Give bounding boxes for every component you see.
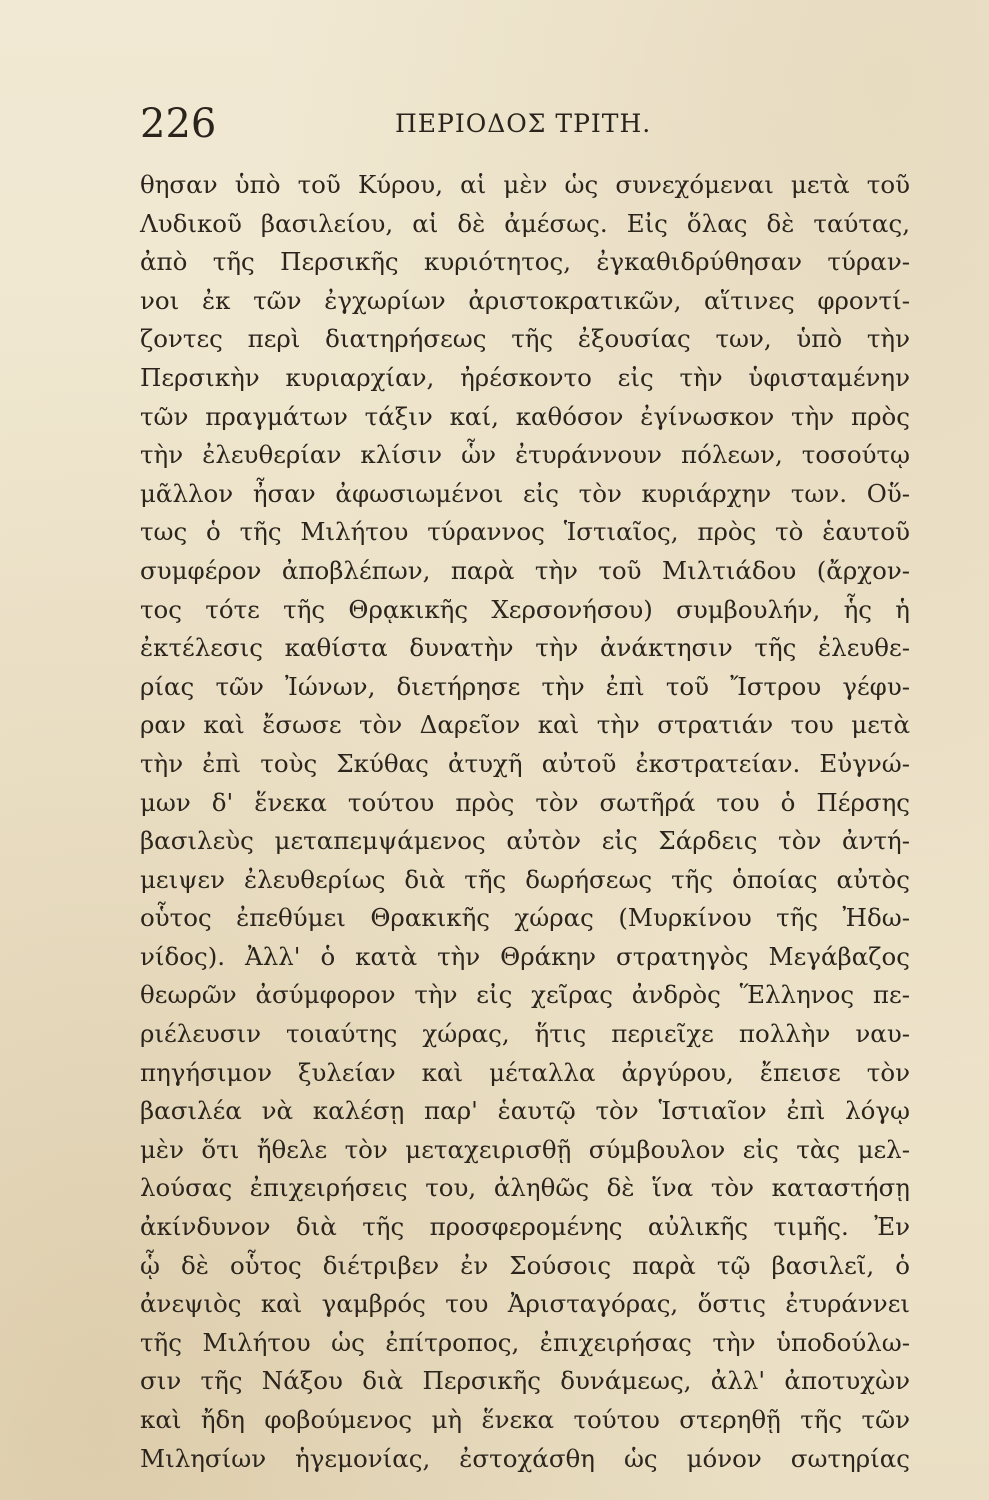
text-line: θησαν ὑπὸ τοῦ Κύρου, αἱ μὲν ὡς συνεχόμεναι μετὰ τοῦ (140, 170, 910, 199)
text-line: πηγήσιμον ξυλείαν καὶ μέταλλα ἀργύρου, ἔπεισε τὸν (140, 1057, 910, 1087)
text-line: μὲν ὅτι ἤθελε τὸν μεταχειρισθῇ σύμβουλον εἰς τὰς μελ- (140, 1134, 910, 1164)
text-line: ρίας τῶν Ἰώνων, διετήρησε τὴν ἐπὶ τοῦ Ἴστρου γέφυ- (140, 671, 910, 701)
text-line: θεωρῶν ἀσύμφορον τὴν εἰς χεῖρας ἀνδρὸς Ἕλληνος πε- (140, 980, 910, 1010)
text-line: ραν καὶ ἔσωσε τὸν Δαρεῖον καὶ τὴν στρατιάν του μετὰ (140, 710, 910, 740)
text-line: τος τότε τῆς Θρᾳκικῆς Χερσονήσου) συμβουλήν, ἧς ἡ (140, 594, 910, 624)
page-number: 226 (140, 101, 217, 147)
running-head: ΠΕΡΙΟΔΟΣ ΤΡΙΤΗ. (395, 109, 652, 138)
text-line: βασιλεὺς μεταπεμψάμενος αὐτὸν εἰς Σάρδεις τὸν ἀντή- (140, 826, 910, 856)
text-line: τῆς Μιλήτου ὡς ἐπίτροπος, ἐπιχειρήσας τὴν ὑποδούλω- (140, 1327, 910, 1357)
text-line: οὗτος ἐπεθύμει Θρακικῆς χώρας (Μυρκίνου τῆς Ἠδω- (140, 903, 910, 933)
text-line: μων δ' ἕνεκα τούτου πρὸς τὸν σωτῆρά του ὁ Πέρσης (140, 787, 910, 817)
text-line: Περσικὴν κυριαρχίαν, ἠρέσκοντο εἰς τὴν ὑφισταμένην (140, 362, 910, 392)
text-line: τῶν πραγμάτων τάξιν καί, καθόσον ἐγίνωσκον τὴν πρὸς (140, 401, 910, 431)
text-line: ριέλευσιν τοιαύτης χώρας, ἥτις περιεῖχε πολλὴν ναυ- (140, 1019, 910, 1049)
text-line: ἀνεψιὸς καὶ γαμβρός του Ἀρισταγόρας, ὅστις ἐτυράννει (140, 1289, 910, 1319)
text-line: μᾶλλον ἦσαν ἀφωσιωμένοι εἰς τὸν κυριάρχην των. Οὕ- (140, 478, 910, 508)
text-line: ᾧ δὲ οὗτος διέτριβεν ἐν Σούσοις παρὰ τῷ βασιλεῖ, ὁ (140, 1250, 910, 1280)
text-line: ζοντες περὶ διατηρήσεως τῆς ἐξουσίας των, ὑπὸ τὴν (140, 324, 910, 354)
text-line: νοι ἐκ τῶν ἐγχωρίων ἀριστοκρατικῶν, αἵτινες φροντί- (140, 285, 910, 315)
body-text (140, 166, 910, 1478)
page-header (140, 96, 910, 152)
text-line: συμφέρον ἀποβλέπων, παρὰ τὴν τοῦ Μιλτιάδου (ἄρχον- (140, 555, 910, 585)
text-line: βασιλέα νὰ καλέσῃ παρ' ἑαυτῷ τὸν Ἱστιαῖον ἐπὶ λόγῳ (140, 1096, 910, 1126)
text-line: Μιλησίων ἡγεμονίας, ἐστοχάσθη ὡς μόνον σωτηρίας (140, 1443, 910, 1473)
text-line: τὴν ἐλευθερίαν κλίσιν ὧν ἐτυράννουν πόλεων, τοσούτῳ (140, 440, 910, 470)
text-line: σιν τῆς Νάξου διὰ Περσικῆς δυνάμεως, ἀλλ' ἀποτυχὼν (140, 1366, 910, 1396)
text-line: Λυδικοῦ βασιλείου, αἱ δὲ ἀμέσως. Εἰς ὅλας δὲ ταύτας, (140, 208, 910, 238)
text-line: μειψεν ἐλευθερίως διὰ τῆς δωρήσεως τῆς ὁποίας αὐτὸς (140, 864, 910, 894)
text-line: ἐκτέλεσις καθίστα δυνατὴν τὴν ἀνάκτησιν τῆς ἐλευθε- (140, 633, 910, 663)
text-line: τως ὁ τῆς Μιλήτου τύραννος Ἱστιαῖος, πρὸς τὸ ἑαυτοῦ (140, 517, 910, 547)
text-line: ἀκίνδυνον διὰ τῆς προσφερομένης αὐλικῆς τιμῆς. Ἐν (140, 1212, 910, 1242)
text-line: τὴν ἐπὶ τοὺς Σκύθας ἀτυχῆ αὐτοῦ ἐκστρατείαν. Εὐγνώ- (140, 748, 910, 778)
text-line: λούσας ἐπιχειρήσεις του, ἀληθῶς δὲ ἵνα τὸν καταστήσῃ (140, 1173, 910, 1203)
text-line: ἀπὸ τῆς Περσικῆς κυριότητος, ἐγκαθιδρύθησαν τύραν- (140, 247, 910, 277)
text-line: νίδος). Ἀλλ' ὁ κατὰ τὴν Θράκην στρατηγὸς Μεγάβαζος (140, 941, 910, 971)
text-line: καὶ ἤδη φοβούμενος μὴ ἕνεκα τούτου στερηθῇ τῆς τῶν (140, 1405, 910, 1434)
